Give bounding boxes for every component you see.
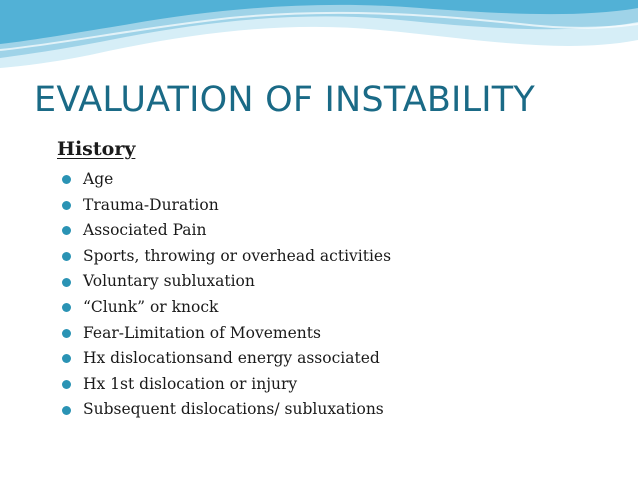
- list-item-text: Fear-Limitation of Movements: [83, 323, 321, 342]
- bullet-list: [62, 167, 391, 423]
- bullet-dot-icon: [62, 329, 71, 338]
- list-item-text: Hx 1st dislocation or injury: [83, 374, 298, 393]
- bullet-dot-icon: [62, 201, 71, 210]
- bullet-dot-icon: [62, 406, 71, 415]
- list-item-text: Age: [83, 170, 114, 188]
- list-item: [62, 269, 391, 295]
- list-item-text: Trauma-Duration: [83, 195, 219, 214]
- list-item: [62, 167, 391, 193]
- bullet-dot-icon: [62, 303, 71, 312]
- bullet-dot-icon: [62, 354, 71, 363]
- list-item-text: Hx dislocationsand energy associated: [83, 349, 380, 368]
- list-item: [62, 372, 391, 398]
- list-item-text: “Clunk” or knock: [83, 297, 219, 316]
- list-item: [62, 397, 391, 423]
- list-item-text: Sports, throwing or overhead activities: [83, 246, 392, 265]
- bullet-dot-icon: [62, 252, 71, 261]
- list-item: [62, 244, 391, 270]
- list-item-text: Subsequent dislocations/ subluxations: [83, 400, 384, 419]
- list-item: [62, 295, 391, 321]
- bullet-dot-icon: [62, 380, 71, 389]
- bullet-dot-icon: [62, 175, 71, 184]
- list-item: [62, 193, 391, 219]
- header-wave-decoration: [0, 0, 638, 80]
- list-item: [62, 321, 391, 347]
- bullet-dot-icon: [62, 226, 71, 235]
- list-item: [62, 218, 391, 244]
- bullet-dot-icon: [62, 278, 71, 287]
- list-item-text: Associated Pain: [83, 221, 207, 240]
- list-item: [62, 346, 391, 372]
- slide-title: EVALUATION OF INSTABILITY: [34, 80, 535, 120]
- list-item-text: Voluntary subluxation: [83, 272, 255, 291]
- section-heading: History: [57, 138, 136, 160]
